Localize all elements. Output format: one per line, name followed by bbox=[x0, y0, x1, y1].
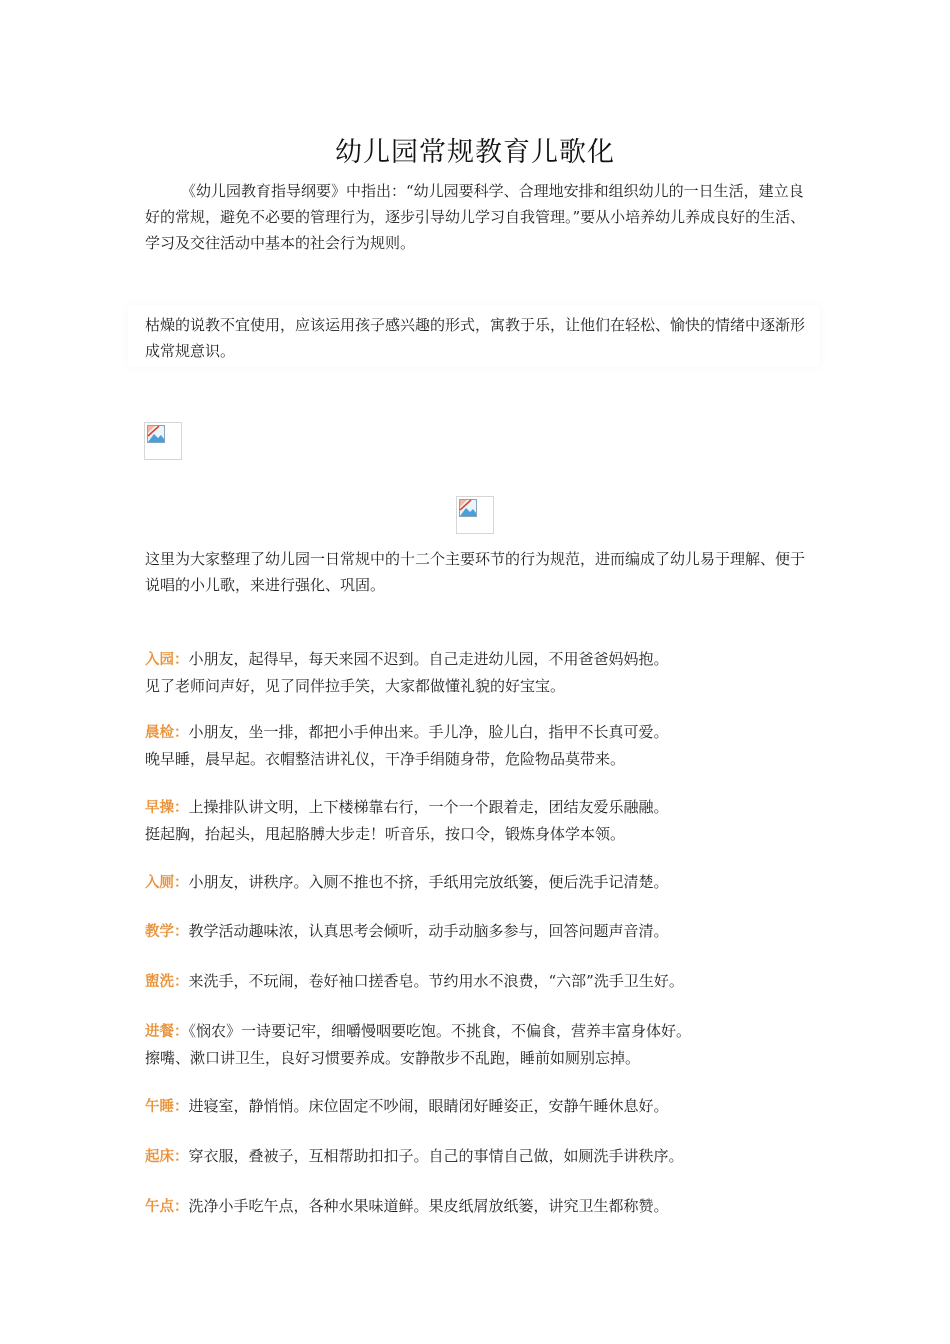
summary-paragraph: 这里为大家整理了幼儿园一日常规中的十二个主要环节的行为规范，进而编成了幼儿易于理解、便于说唱的小儿歌，来进行强化、巩固。 bbox=[145, 550, 806, 594]
verse-entry bbox=[145, 918, 825, 945]
verse-line: 小朋友，讲秩序。入厕不推也不挤，手纸用完放纸篓，便后洗手记清楚。 bbox=[188, 873, 669, 891]
broken-image-icon bbox=[144, 422, 182, 460]
verse-label: 盥洗： bbox=[145, 974, 189, 990]
verse-line: 小朋友，起得早，每天来园不迟到。自己走进幼儿园，不用爸爸妈妈抱。 bbox=[188, 650, 669, 668]
quote-paragraph: 枯燥的说教不宜使用，应该运用孩子感兴趣的形式，寓教于乐，让他们在轻松、愉快的情绪中逐渐形成常规意识。 bbox=[145, 316, 806, 360]
verse-line: 小朋友，坐一排，都把小手伸出来。手儿净，脸儿白，指甲不长真可爱。 bbox=[188, 723, 669, 741]
verse-line: 穿衣服，叠被子，互相帮助扣扣子。自己的事情自己做，如厕洗手讲秩序。 bbox=[188, 1147, 684, 1165]
verse-line: 挺起胸，抬起头，甩起胳膊大步走！听音乐，按口令，锻炼身体学本领。 bbox=[145, 825, 626, 843]
verse-line: 擦嘴、漱口讲卫生，良好习惯要养成。安静散步不乱跑，睡前如厕别忘掉。 bbox=[145, 1049, 641, 1067]
page-title: 幼儿园常规教育儿歌化 bbox=[335, 137, 615, 168]
verse-label: 教学： bbox=[145, 924, 189, 940]
verse-entry bbox=[145, 1018, 825, 1071]
verse-line: 晚早睡，晨早起。衣帽整洁讲礼仪，干净手绢随身带，危险物品莫带来。 bbox=[145, 750, 626, 768]
verse-line: 《悯农》一诗要记牢，细嚼慢咽要吃饱。不挑食，不偏食，营养丰富身体好。 bbox=[188, 1022, 692, 1040]
verse-label: 早操： bbox=[145, 800, 189, 816]
verse-line: 洗净小手吃午点，各种水果味道鲜。果皮纸屑放纸篓，讲究卫生都称赞。 bbox=[188, 1197, 669, 1215]
verse-line: 进寝室，静悄悄。床位固定不吵闹，眼睛闭好睡姿正，安静午睡休息好。 bbox=[188, 1097, 669, 1115]
verse-label: 午点： bbox=[145, 1199, 189, 1215]
verse-entry bbox=[145, 1093, 825, 1120]
verse-label: 进餐： bbox=[145, 1024, 189, 1040]
intro-paragraph: 《幼儿园教育指导纲要》中指出：“幼儿园要科学、合理地安排和组织幼儿的一日生活，建立良好的常规，避免不必要的管理行为，逐步引导幼儿学习自我管理。”要从小培养幼儿养成良好的生活、学习及交往活动中基本的社会行为规则。 bbox=[145, 182, 806, 252]
verse-entry bbox=[145, 1143, 825, 1170]
verse-entry bbox=[145, 1193, 825, 1220]
verse-line: 上操排队讲文明，上下楼梯靠右行，一个一个跟着走，团结友爱乐融融。 bbox=[188, 798, 669, 816]
verse-entry bbox=[145, 869, 825, 896]
verse-entry bbox=[145, 646, 825, 699]
verse-line: 教学活动趣味浓，认真思考会倾听，动手动脑多参与，回答问题声音清。 bbox=[188, 922, 669, 940]
verse-label: 起床： bbox=[145, 1149, 189, 1165]
verse-line: 来洗手，不玩闹，卷好袖口搓香皂。节约用水不浪费，“六部”洗手卫生好。 bbox=[188, 972, 684, 990]
broken-image-icon bbox=[456, 496, 494, 534]
verse-label: 入厕： bbox=[145, 875, 189, 891]
verse-label: 晨检： bbox=[145, 725, 189, 741]
verse-entry bbox=[145, 968, 825, 995]
verse-entry bbox=[145, 794, 825, 847]
verse-label: 入园： bbox=[145, 652, 189, 668]
verse-line: 见了老师问声好，见了同伴拉手笑，大家都做懂礼貌的好宝宝。 bbox=[145, 677, 566, 695]
verse-label: 午睡： bbox=[145, 1099, 189, 1115]
verse-entry bbox=[145, 719, 825, 772]
